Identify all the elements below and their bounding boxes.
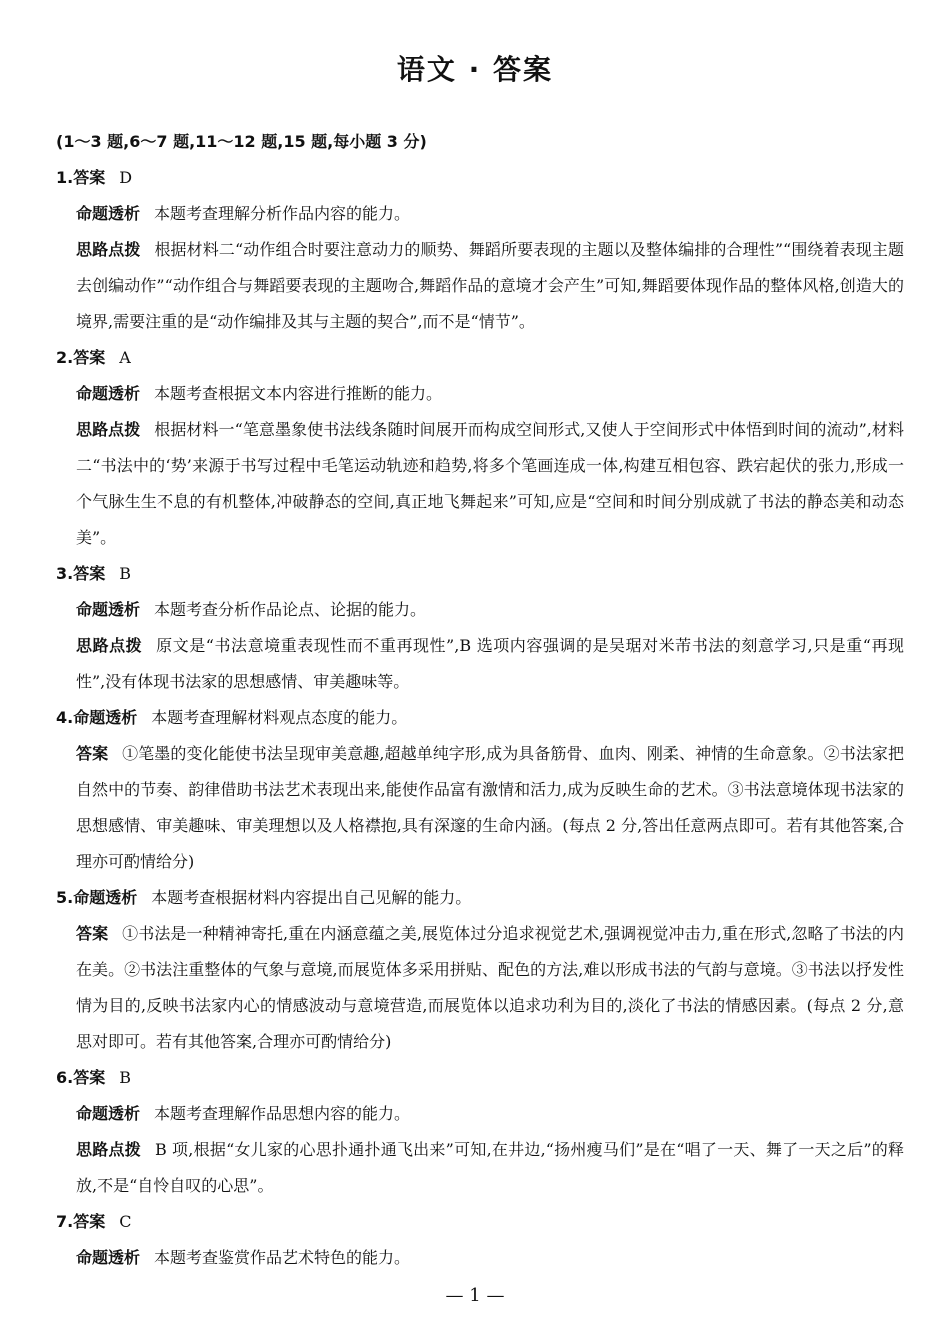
q3-approach-label: 思路点拨 [76,636,143,655]
q1-number: 1. [56,168,74,187]
q7-analysis-label: 命题透析 [76,1248,141,1267]
q2-number: 2. [56,348,74,367]
q1-analysis-text: 本题考查理解分析作品内容的能力。 [154,204,411,223]
q2-answer-label: 答案 [73,348,106,367]
q6-answer-label: 答案 [73,1068,106,1087]
q4-answer [56,736,904,880]
q3-number: 3. [56,564,74,583]
q3-answer-line [56,556,904,592]
q6-analysis [56,1096,904,1132]
q6-answer: B [119,1068,131,1087]
q1-analysis-label: 命题透析 [76,204,141,223]
q6-approach [56,1132,904,1204]
q7-analysis [56,1240,904,1276]
q1-answer-line [56,160,904,196]
q1-approach [56,232,904,340]
q5-number: 5. [56,888,74,907]
q7-answer-label: 答案 [73,1212,106,1231]
q3-answer: B [119,564,131,583]
q6-answer-line [56,1060,904,1096]
q5-answer [56,916,904,1060]
q6-approach-text: B 项,根据“女儿家的心思扑通扑通飞出来”可知,在井边,“扬州瘦马们”是在“唱了一天、舞了一天之后”的释放,不是“自怜自叹的心思”。 [76,1140,904,1195]
q3-analysis [56,592,904,628]
q4-analysis-label: 命题透析 [73,708,138,727]
q1-analysis [56,196,904,232]
q7-answer-line [56,1204,904,1240]
q5-analysis-line [56,880,904,916]
q3-analysis-label: 命题透析 [76,600,141,619]
q2-analysis-text: 本题考查根据文本内容进行推断的能力。 [154,384,443,403]
q1-approach-text: 根据材料二“动作组合时要注意动力的顺势、舞蹈所要表现的主题以及整体编排的合理性”“围绕着表现主题去创编动作”“动作组合与舞蹈要表现的主题吻合,舞蹈作品的意境才会产生”可知,舞蹈要体现作品的整体风格,创造大的境界,需要注重的是“动作编排及其与主题的契合”,而不是“情节”。 [76,240,904,331]
q3-answer-label: 答案 [73,564,106,583]
q4-number: 4. [56,708,74,727]
q2-answer-line [56,340,904,376]
q4-answer-text: ①笔墨的变化能使书法呈现审美意趣,超越单纯字形,成为具备筋骨、血肉、刚柔、神情的生命意象。②书法家把自然中的节奏、韵律借助书法艺术表现出来,能使作品富有激情和活力,成为反映生命的艺术。③书法意境体现书法家的思想感情、审美趣味、审美理想以及人格襟抱,具有深邃的生命内涵。(每点 2 分,答出任意两点即可。若有其他答案,合理亦可酌情给分) [76,744,904,871]
q2-analysis-label: 命题透析 [76,384,141,403]
q2-approach [56,412,904,556]
q7-number: 7. [56,1212,74,1231]
q1-approach-label: 思路点拨 [76,240,141,259]
scoring-note: (1～3 题,6～7 题,11～12 题,15 题,每小题 3 分) [56,132,427,151]
q5-analysis-label: 命题透析 [73,888,138,907]
q5-analysis-text: 本题考查根据材料内容提出自己见解的能力。 [151,888,472,907]
q3-approach [56,628,904,700]
q7-analysis-text: 本题考查鉴赏作品艺术特色的能力。 [154,1248,411,1267]
q6-analysis-label: 命题透析 [76,1104,141,1123]
q4-analysis-text: 本题考查理解材料观点态度的能力。 [151,708,408,727]
q2-analysis [56,376,904,412]
answer-content [56,124,904,1276]
q7-answer: C [119,1212,132,1231]
q2-approach-label: 思路点拨 [76,420,141,439]
q6-approach-label: 思路点拨 [76,1140,141,1159]
q4-analysis-line [56,700,904,736]
q6-analysis-text: 本题考查理解作品思想内容的能力。 [154,1104,411,1123]
q2-answer: A [119,348,131,367]
q1-answer-label: 答案 [73,168,106,187]
q3-approach-text: 原文是“书法意境重表现性而不重再现性”,B 选项内容强调的是吴琚对米芾书法的刻意学习,只是重“再现性”,没有体现书法家的思想感情、审美趣味等。 [76,636,904,691]
q6-number: 6. [56,1068,74,1087]
q5-answer-label: 答案 [76,924,109,943]
q1-answer: D [119,168,133,187]
q2-approach-text: 根据材料一“笔意墨象使书法线条随时间展开而构成空间形式,又使人于空间形式中体悟到时间的流动”,材料二“书法中的‘势’来源于书写过程中毛笔运动轨迹和趋势,将多个笔画连成一体,构建互相包容、跌宕起伏的张力,形成一个气脉生生不息的有机整体,冲破静态的空间,真正地飞舞起来”可知,应是“空间和时间分别成就了书法的静态美和动态美”。 [76,420,904,547]
page-number: — 1 — [445,1285,505,1306]
page-title: 语文 · 答案 [396,53,554,86]
q4-answer-label: 答案 [76,744,109,763]
q3-analysis-text: 本题考查分析作品论点、论据的能力。 [154,600,427,619]
q5-answer-text: ①书法是一种精神寄托,重在内涵意蕴之美,展览体过分追求视觉艺术,强调视觉冲击力,重在形式,忽略了书法的内在美。②书法注重整体的气象与意境,而展览体多采用拼贴、配色的方法,难以形成书法的气韵与意境。③书法以抒发性情为目的,反映书法家内心的情感波动与意境营造,而展览体以追求功利为目的,淡化了书法的情感因素。(每点 2 分,意思对即可。若有其他答案,合理亦可酌情给分) [76,924,904,1051]
